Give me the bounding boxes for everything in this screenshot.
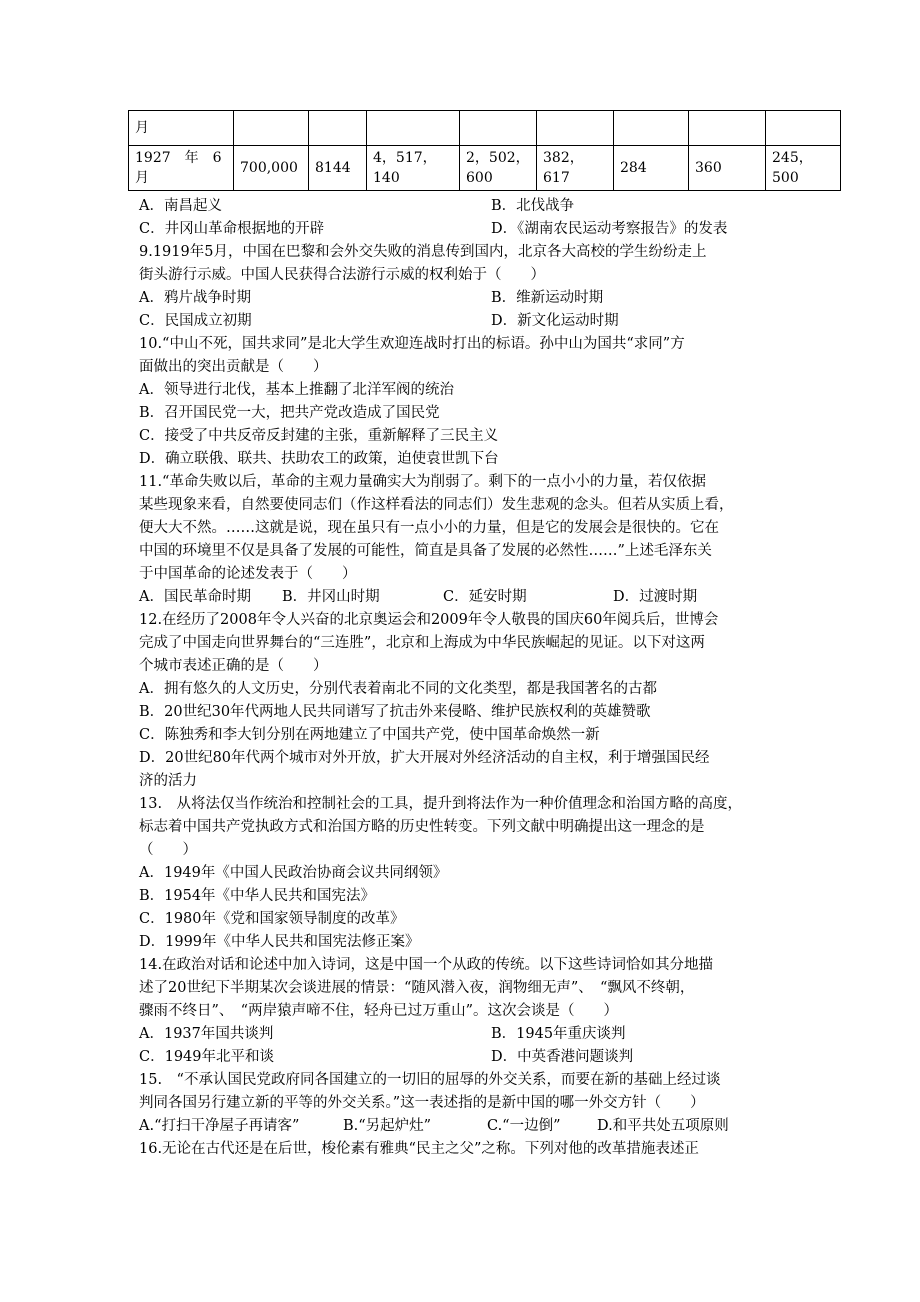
q14-stem: 骤雨不终日”、 “两岸猿声啼不住，轻舟已过万重山”。这次会谈是（ ） <box>139 1003 618 1019</box>
option-c: C．1949年北平和谈 <box>139 1049 274 1065</box>
q11-stem: 便大大不然。……这就是说，现在虽只有一点小小的力量，但是它的发展会是很快的。它在 <box>139 520 719 536</box>
table-cell <box>689 111 766 146</box>
option-d: D.和平共处五项原则 <box>597 1118 729 1134</box>
option-b: B．井冈山时期 <box>282 589 380 605</box>
q10-stem: 面做出的突出贡献是（ ） <box>139 359 328 375</box>
q13-stem: （ ） <box>139 842 197 858</box>
option-a: A．拥有悠久的人文历史，分别代表着南北不同的文化类型，都是我国著名的古都 <box>139 681 657 697</box>
option-c: C．民国成立初期 <box>139 313 252 329</box>
table-cell: 382，617 <box>537 146 614 191</box>
table-row <box>129 146 841 191</box>
table-cell <box>766 111 841 146</box>
option-b: B.“另起炉灶” <box>343 1118 432 1134</box>
q13-stem: 13. 从将法仅当作统治和控制社会的工具，提升到将法作为一种价值理念和治国方略的高度， <box>139 796 743 812</box>
q11-options <box>139 586 839 609</box>
table-cell: 月 <box>129 111 234 146</box>
option-a: A．1937年国共谈判 <box>139 1026 274 1042</box>
q9-stem: 街头游行示威。中国人民获得合法游行示威的权利始于（ ） <box>139 267 545 283</box>
table-cell: 700,000 <box>234 146 309 191</box>
table-cell: 360 <box>689 146 766 191</box>
q9-options-row2 <box>139 310 839 333</box>
table-cell: 245，500 <box>766 146 841 191</box>
option-d: D．1999年《中华人民共和国宪法修正案》 <box>139 934 420 950</box>
q14-stem: 14.在政治对话和论述中加入诗词，这是中国一个从政的传统。以下这些诗词恰如其分地描 <box>139 957 714 973</box>
option-d: D．过渡时期 <box>613 589 698 605</box>
q8-options-row2 <box>139 218 839 241</box>
option-a: A.“打扫干净屋子再请客” <box>139 1118 300 1134</box>
q12-stem: 个城市表述正确的是（ ） <box>139 658 328 674</box>
option-c: C.“一边倒” <box>487 1118 561 1134</box>
q9-options-row1 <box>139 287 839 310</box>
table-cell <box>537 111 614 146</box>
option-d: D．《湖南农民运动考察报告》的发表 <box>491 221 728 237</box>
table-cell <box>367 111 460 146</box>
table-cell: 284 <box>614 146 689 191</box>
option-a: A．1949年《中国人民政治协商会议共同纲领》 <box>139 865 448 881</box>
table-cell <box>309 111 367 146</box>
option-a: A．领导进行北伐，基本上推翻了北洋军阀的统治 <box>139 382 454 398</box>
option-b: B．北伐战争 <box>491 198 575 214</box>
option-d: D．中英香港问题谈判 <box>491 1049 634 1065</box>
option-c: C．接受了中共反帝反封建的主张，重新解释了三民主义 <box>139 428 499 444</box>
q14-stem: 述了20世纪下半期某次会谈进展的情景：“随风潜入夜，润物细无声”、 “飘风不终朝， <box>139 980 695 996</box>
option-d: D．20世纪80年代两个城市对外开放，扩大开展对外经济活动的自主权，利于增强国民经 <box>139 750 710 766</box>
q14-options-row1 <box>139 1023 839 1046</box>
option-b: B．维新运动时期 <box>491 290 604 306</box>
table-cell: 2，502，600 <box>460 146 537 191</box>
q16-stem: 16.无论在古代还是在后世，梭伦素有雅典“民主之父”之称。下列对他的改革措施表述正 <box>139 1141 699 1157</box>
q10-stem: 10.“中山不死，国共求同”是北大学生欢迎连战时打出的标语。孙中山为国共“求同”方 <box>139 336 685 352</box>
table-cell <box>614 111 689 146</box>
q8-options-row1 <box>139 195 839 218</box>
option-a: A．南昌起义 <box>139 198 222 214</box>
option-d: D．确立联俄、联共、扶助农工的政策，迫使袁世凯下台 <box>139 451 499 467</box>
questions <box>139 195 839 1161</box>
q11-stem: 11.“革命失败以后，革命的主观力量确实大为削弱了。剩下的一点小小的力量，若仅依据 <box>139 474 706 490</box>
option-b: B．召开国民党一大，把共产党改造成了国民党 <box>139 405 440 421</box>
option-c: C．延安时期 <box>443 589 527 605</box>
q13-stem: 标志着中国共产党执政方式和治国方略的历史性转变。下列文献中明确提出这一理念的是 <box>139 819 705 835</box>
option-a: A．鸦片战争时期 <box>139 290 251 306</box>
q11-stem: 于中国革命的论述发表于（ ） <box>139 566 357 582</box>
option-a: A．国民革命时期 <box>139 589 251 605</box>
data-table <box>128 110 841 191</box>
table-cell <box>234 111 309 146</box>
q11-stem: 某些现象来看，自然要使同志们（作这样看法的同志们）发生悲观的念头。但若从实质上看， <box>139 497 734 513</box>
table-cell <box>460 111 537 146</box>
q11-stem: 中国的环境里不仅是具备了发展的可能性，简直是具备了发展的必然性……”上述毛泽东关 <box>139 543 712 559</box>
q15-stem: 判同各国另行建立新的平等的外交关系。”这一表述指的是新中国的哪一外交方针（ ） <box>139 1095 705 1111</box>
q9-stem: 9.1919年5月，中国在巴黎和会外交失败的消息传到国内，北京各大高校的学生纷纷走上 <box>139 244 707 260</box>
q15-stem: 15. “不承认国民党政府同各国建立的一切旧的屈辱的外交关系，而要在新的基础上经过谈 <box>139 1072 721 1088</box>
option-d: 济的活力 <box>139 773 197 789</box>
option-c: C．1980年《党和国家领导制度的改革》 <box>139 911 405 927</box>
option-b: B．1954年《中华人民共和国宪法》 <box>139 888 376 904</box>
option-b: B．20世纪30年代两地人民共同谱写了抗击外来侵略、维护民族权利的英雄赞歌 <box>139 704 651 720</box>
table-cell: 1927 年 6月 <box>129 146 234 191</box>
table-cell: 8144 <box>309 146 367 191</box>
q14-options-row2 <box>139 1046 839 1069</box>
option-c: C．陈独秀和李大钊分别在两地建立了中国共产党，使中国革命焕然一新 <box>139 727 600 743</box>
option-b: B．1945年重庆谈判 <box>491 1026 626 1042</box>
option-d: D．新文化运动时期 <box>491 313 619 329</box>
q12-stem: 12.在经历了2008年令人兴奋的北京奥运会和2009年令人敬畏的国庆60年阅兵后，世博会 <box>139 612 719 628</box>
table-cell: 4，517，140 <box>367 146 460 191</box>
q12-stem: 完成了中国走向世界舞台的“三连胜”，北京和上海成为中华民族崛起的见证。以下对这两 <box>139 635 705 651</box>
table-row <box>129 111 841 146</box>
q15-options <box>139 1115 839 1138</box>
option-c: C．井冈山革命根据地的开辟 <box>139 221 325 237</box>
